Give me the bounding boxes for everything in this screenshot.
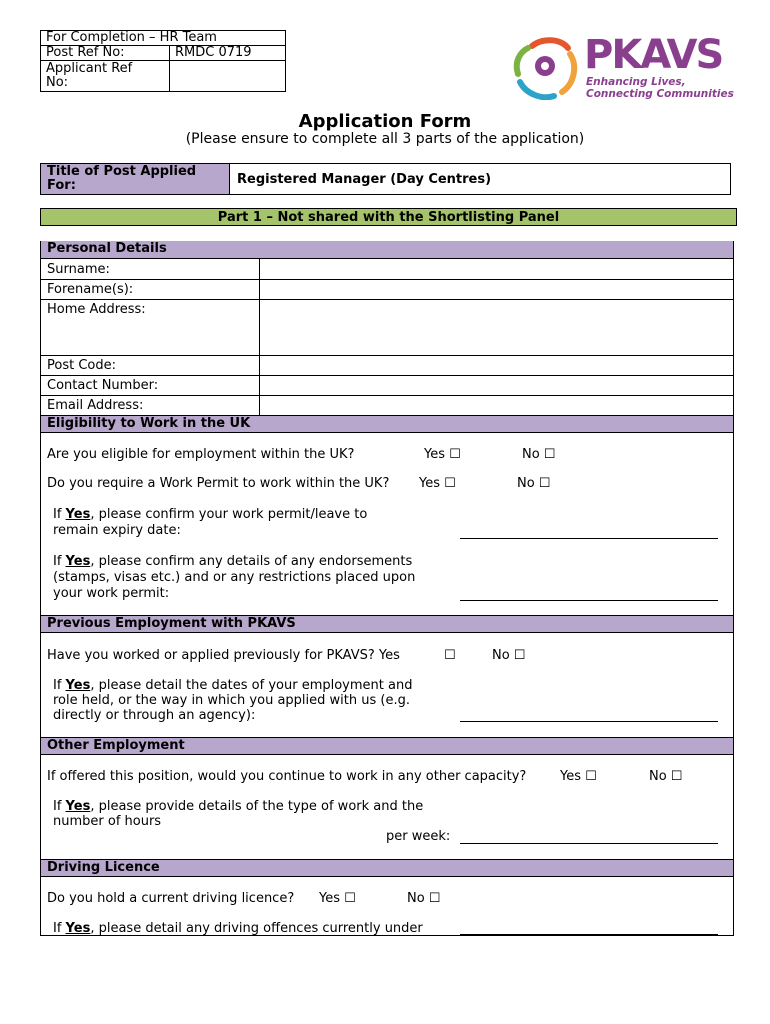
surname-label: Surname: bbox=[47, 262, 110, 277]
permit-expiry-prompt bbox=[53, 507, 367, 522]
post-applied-label-line1: Title of Post Applied bbox=[47, 164, 197, 179]
other-employment-question: If offered this position, would you continue to work in any other capacity? bbox=[47, 769, 527, 784]
post-code-field[interactable] bbox=[260, 356, 733, 375]
post-ref-value: RMDC 0719 bbox=[175, 45, 252, 60]
previous-yes-checkbox[interactable]: ☐ bbox=[444, 648, 456, 663]
previous-employment-question: Have you worked or applied previously for PKAVS? Yes bbox=[47, 648, 400, 663]
previous-employment-header: Previous Employment with PKAVS bbox=[41, 615, 733, 633]
endorsements-prompt-line1: , please confirm any details of any endorsements bbox=[90, 554, 413, 569]
logo-tagline-line1: Enhancing Lives, bbox=[586, 76, 686, 88]
hr-completion-box bbox=[40, 30, 286, 92]
forenames-field[interactable] bbox=[260, 280, 733, 299]
other-details-prompt-line2: number of hours bbox=[53, 814, 162, 829]
post-applied-label-line2: For: bbox=[47, 178, 76, 193]
driving-offences-prompt bbox=[53, 921, 423, 936]
eligible-no-checkbox[interactable]: No ☐ bbox=[522, 447, 556, 462]
part1-banner: Part 1 – Not shared with the Shortlisting Panel bbox=[40, 208, 737, 226]
yes-emphasis: Yes bbox=[65, 678, 91, 693]
permit-expiry-prompt-line1: , please confirm your work permit/leave to bbox=[90, 507, 368, 522]
previous-no-checkbox[interactable]: No ☐ bbox=[492, 648, 526, 663]
pkavs-logo-icon bbox=[512, 36, 582, 100]
other-details-answer-line[interactable] bbox=[460, 843, 718, 844]
driving-yes-checkbox[interactable]: Yes ☐ bbox=[319, 891, 356, 906]
logo-tagline bbox=[586, 76, 734, 100]
email-address-field[interactable] bbox=[260, 396, 733, 416]
personal-details-header: Personal Details bbox=[41, 241, 733, 259]
other-details-prompt-line3: per week: bbox=[386, 829, 451, 844]
hr-heading: For Completion – HR Team bbox=[46, 30, 217, 45]
applicant-ref-label-cont: No: bbox=[46, 75, 69, 90]
home-address-label: Home Address: bbox=[47, 302, 146, 317]
other-yes-checkbox[interactable]: Yes ☐ bbox=[560, 769, 597, 784]
forenames-label: Forename(s): bbox=[47, 282, 134, 297]
applicant-ref-value-cell[interactable] bbox=[170, 61, 285, 91]
previous-details-prompt bbox=[53, 678, 412, 693]
if-word: If bbox=[53, 678, 66, 693]
yes-emphasis: Yes bbox=[65, 554, 91, 569]
other-no-checkbox[interactable]: No ☐ bbox=[649, 769, 683, 784]
previous-details-prompt-line3: directly or through an agency): bbox=[53, 708, 256, 723]
if-word: If bbox=[53, 507, 66, 522]
contact-number-field[interactable] bbox=[260, 376, 733, 395]
page-title: Application Form bbox=[298, 111, 472, 132]
permit-expiry-answer-line[interactable] bbox=[460, 538, 718, 539]
surname-field[interactable] bbox=[260, 259, 733, 279]
post-applied-value: Registered Manager (Day Centres) bbox=[237, 172, 492, 187]
yes-emphasis: Yes bbox=[65, 799, 91, 814]
eligibility-header: Eligibility to Work in the UK bbox=[41, 415, 733, 433]
endorsements-prompt-line3: your work permit: bbox=[53, 586, 170, 601]
driving-offences-prompt-line1: , please detail any driving offences currently under bbox=[90, 921, 423, 936]
endorsements-prompt-line2: (stamps, visas etc.) and or any restrictions placed upon bbox=[53, 570, 416, 585]
work-permit-question: Do you require a Work Permit to work within the UK? bbox=[47, 476, 390, 491]
other-employment-header: Other Employment bbox=[41, 737, 733, 755]
home-address-field[interactable] bbox=[260, 300, 733, 355]
if-word: If bbox=[53, 921, 66, 936]
application-form-body bbox=[40, 241, 734, 936]
post-ref-label: Post Ref No: bbox=[46, 45, 125, 60]
driving-no-checkbox[interactable]: No ☐ bbox=[407, 891, 441, 906]
other-details-prompt-line1: , please provide details of the type of work and the bbox=[90, 799, 424, 814]
yes-emphasis: Yes bbox=[65, 507, 91, 522]
page-subtitle: (Please ensure to complete all 3 parts of the application) bbox=[185, 131, 585, 147]
eligible-question: Are you eligible for employment within the UK? bbox=[47, 447, 355, 462]
endorsements-prompt bbox=[53, 554, 412, 569]
eligible-yes-checkbox[interactable]: Yes ☐ bbox=[424, 447, 461, 462]
post-applied-box bbox=[40, 163, 731, 195]
email-address-label: Email Address: bbox=[47, 398, 144, 413]
work-permit-yes-checkbox[interactable]: Yes ☐ bbox=[419, 476, 456, 491]
driving-offences-answer-line[interactable] bbox=[460, 934, 718, 935]
logo-wordmark: PKAVS bbox=[584, 32, 723, 78]
previous-details-answer-line[interactable] bbox=[460, 721, 718, 722]
previous-details-prompt-line1: , please detail the dates of your employment and bbox=[90, 678, 413, 693]
driving-licence-question: Do you hold a current driving licence? bbox=[47, 891, 295, 906]
applicant-ref-label: Applicant Ref bbox=[46, 61, 133, 76]
if-word: If bbox=[53, 554, 66, 569]
post-code-label: Post Code: bbox=[47, 358, 116, 373]
logo-tagline-line2: Connecting Communities bbox=[586, 88, 734, 100]
endorsements-answer-line[interactable] bbox=[460, 600, 718, 601]
other-details-prompt bbox=[53, 799, 423, 814]
if-word: If bbox=[53, 799, 66, 814]
post-applied-label bbox=[41, 164, 230, 194]
previous-details-prompt-line2: role held, or the way in which you applied with us (e.g. bbox=[53, 693, 410, 708]
permit-expiry-prompt-line2: remain expiry date: bbox=[53, 523, 181, 538]
work-permit-no-checkbox[interactable]: No ☐ bbox=[517, 476, 551, 491]
yes-emphasis: Yes bbox=[65, 921, 91, 936]
contact-number-label: Contact Number: bbox=[47, 378, 159, 393]
driving-licence-header: Driving Licence bbox=[41, 859, 733, 877]
